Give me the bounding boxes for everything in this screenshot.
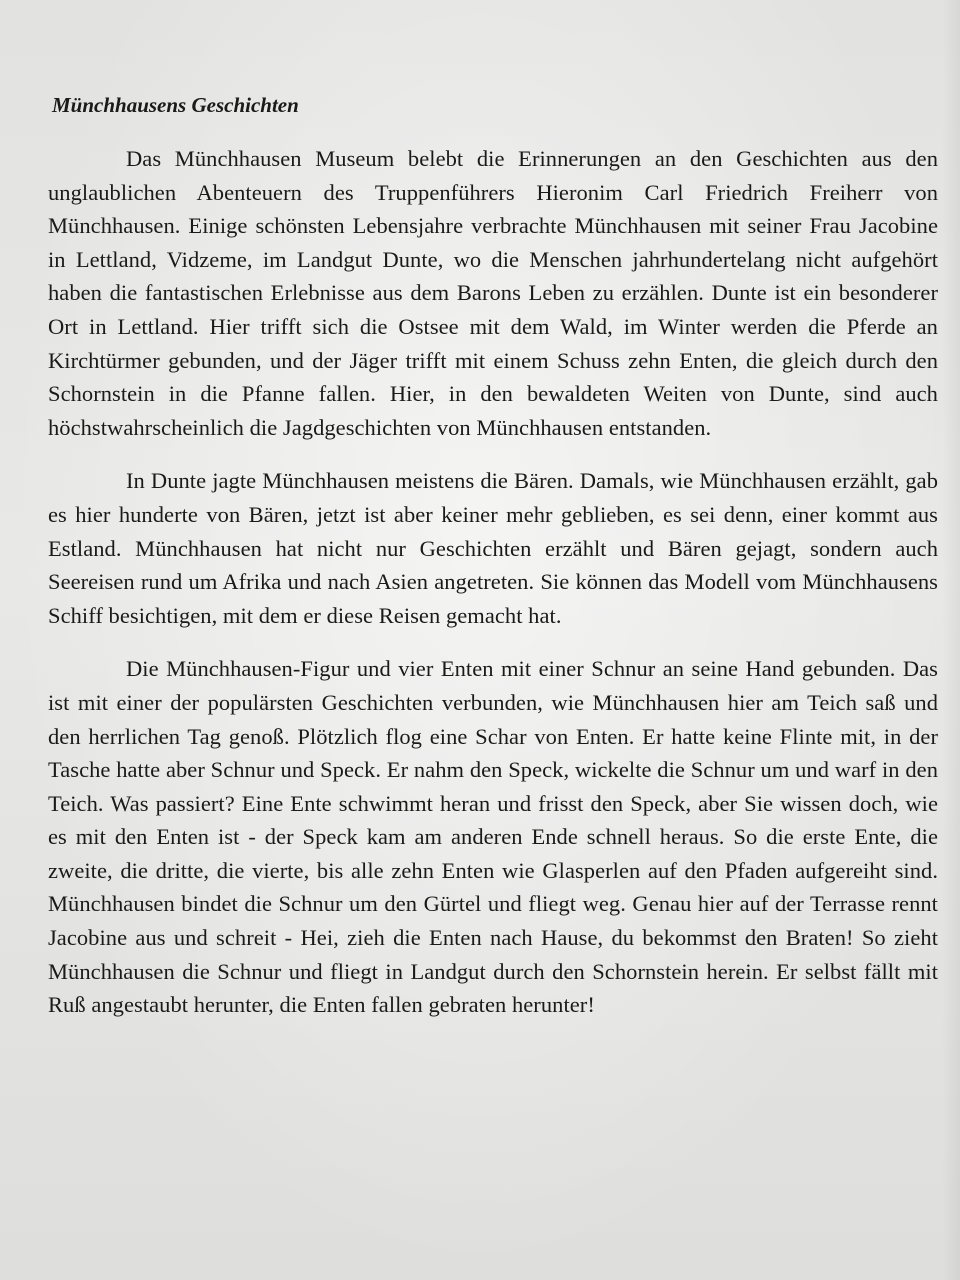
paragraph-bear-hunting: In Dunte jagte Münchhausen meistens die Bären. Damals, wie Münchhausen erzählt, gab es hier hunderte von Bären, jetzt ist aber keiner mehr geblieben, es sei denn, einer kommt aus Estland. Münchhausen hat nicht nur Geschichten erzählt und Bären gejagt, sondern auch Seereisen rund um Afrika und nach Asien angetreten. Sie können das Modell vom Münchhausens Schiff besichtigen, mit dem er diese Reisen gemacht hat. (48, 468, 938, 628)
document-body (48, 88, 938, 1042)
paragraph-duck-story: Die Münchhausen-Figur und vier Enten mit einer Schnur an seine Hand gebunden. Das ist mit einer der populärsten Geschichten verbunden, wie Münchhausen hier am Teich saß und den herrlichen Tag genoß. Plötzlich flog eine Schar von Enten. Er hatte keine Flinte mit, in der Tasche hatte aber Schnur und Speck. Er nahm den Speck, wickelte die Schnur um und warf in den Teich. Was passiert? Eine Ente schwimmt heran und frisst den Speck, aber Sie wissen doch, wie es mit den Enten ist - der Speck kam am anderen Ende schnell heraus. So die erste Ente, die zweite, die dritte, die vierte, bis alle zehn Enten wie Glasperlen auf den Pfaden aufgereiht sind. Münchhausen bindet die Schnur um den Gürtel und fliegt weg. Genau hier auf der Terrasse rennt Jacobine aus und schreit - Hei, zieh die Enten nach Hause, du bekommst den Braten! So zieht Münchhausen die Schnur und fliegt in Landgut durch den Schornstein herein. Er selbst fällt mit Ruß angestaubt herunter, die Enten fallen gebraten herunter! (48, 656, 938, 1018)
document-title: Münchhausens Geschichten (52, 93, 299, 117)
paragraph-museum-intro: Das Münchhausen Museum belebt die Erinnerungen an den Geschichten aus den unglaublichen Abenteuern des Truppenführers Hieronim Carl Friedrich Freiherr von Münchhausen. Einige schönsten Lebensjahre verbrachte Münchhausen mit seiner Frau Jacobine in Lettland, Vidzeme, im Landgut Dunte, wo die Menschen jahrhundertelang nicht aufgehört haben die fantastischen Erlebnisse aus dem Barons Leben zu erzählen. Dunte ist ein besonderer Ort in Lettland. Hier trifft sich die Ostsee mit dem Wald, im Winter werden die Pferde an Kirchtürmer gebunden, und der Jäger trifft mit einem Schuss zehn Enten, die gleich durch den Schornstein in die Pfanne fallen. Hier, in den bewaldeten Weiten von Dunte, sind auch höchstwahrscheinlich die Jagdgeschichten von Münchhausen entstanden. (48, 146, 938, 440)
